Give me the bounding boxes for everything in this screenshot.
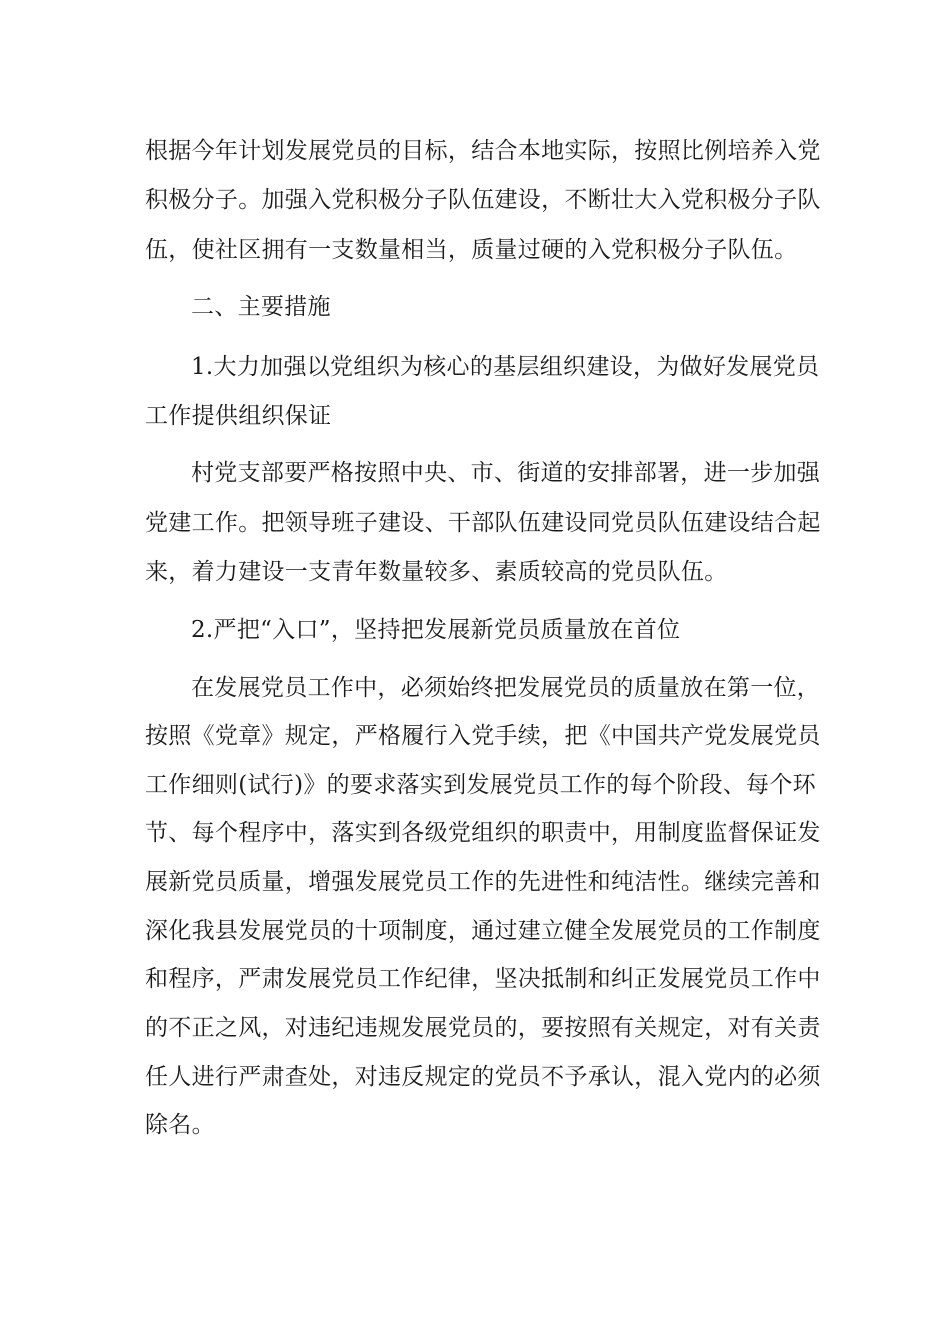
text-line: 积极分子。加强入党积极分子队伍建设，不断壮大入党积极分子队 <box>145 187 821 213</box>
text-line: 节、每个程序中，落实到各级党组织的职责中，用制度监督保证发 <box>145 820 821 846</box>
item-heading: 1.大力加强以党组织为核心的基层组织建设，为做好发展党员 <box>191 354 820 380</box>
text-line: 展新党员质量，增强发展党员工作的先进性和纯洁性。继续完善和 <box>145 869 821 895</box>
text-line: 党建工作。把领导班子建设、干部队伍建设同党员队伍建设结合起 <box>145 510 821 536</box>
text-line: 根据今年计划发展党员的目标，结合本地实际，按照比例培养入党 <box>145 138 821 164</box>
text-line: 伍，使社区拥有一支数量相当，质量过硬的入党积极分子队伍。 <box>145 237 798 263</box>
text-line: 深化我县发展党员的十项制度，通过建立健全发展党员的工作制度 <box>145 918 821 944</box>
text-line: 和程序，严肃发展党员工作纪律，坚决抵制和纠正发展党员工作中 <box>145 966 821 992</box>
text-line: 村党支部要严格按照中央、市、街道的安排部署，进一步加强 <box>191 460 821 486</box>
text-line: 按照《党章》规定，严格履行入党手续，把《中国共产党发展党员 <box>145 723 821 749</box>
text-line: 在发展党员工作中，必须始终把发展党员的质量放在第一位， <box>191 675 821 701</box>
text-line: 任人进行严肃查处，对违反规定的党员不予承认，混入党内的必须 <box>145 1064 821 1090</box>
item-heading-continuation: 工作提供组织保证 <box>145 403 332 429</box>
item-heading: 2.严把“入口”，坚持把发展新党员质量放在首位 <box>191 617 681 643</box>
section-heading: 二、主要措施 <box>191 294 331 320</box>
text-line: 的不正之风，对违纪违规发展党员的，要按照有关规定，对有关责 <box>145 1015 821 1041</box>
text-line: 工作细则(试行)》的要求落实到发展党员工作的每个阶段、每个环 <box>145 772 816 798</box>
text-line: 除名。 <box>145 1112 215 1138</box>
text-line: 来，着力建设一支青年数量较多、素质较高的党员队伍。 <box>145 559 728 585</box>
